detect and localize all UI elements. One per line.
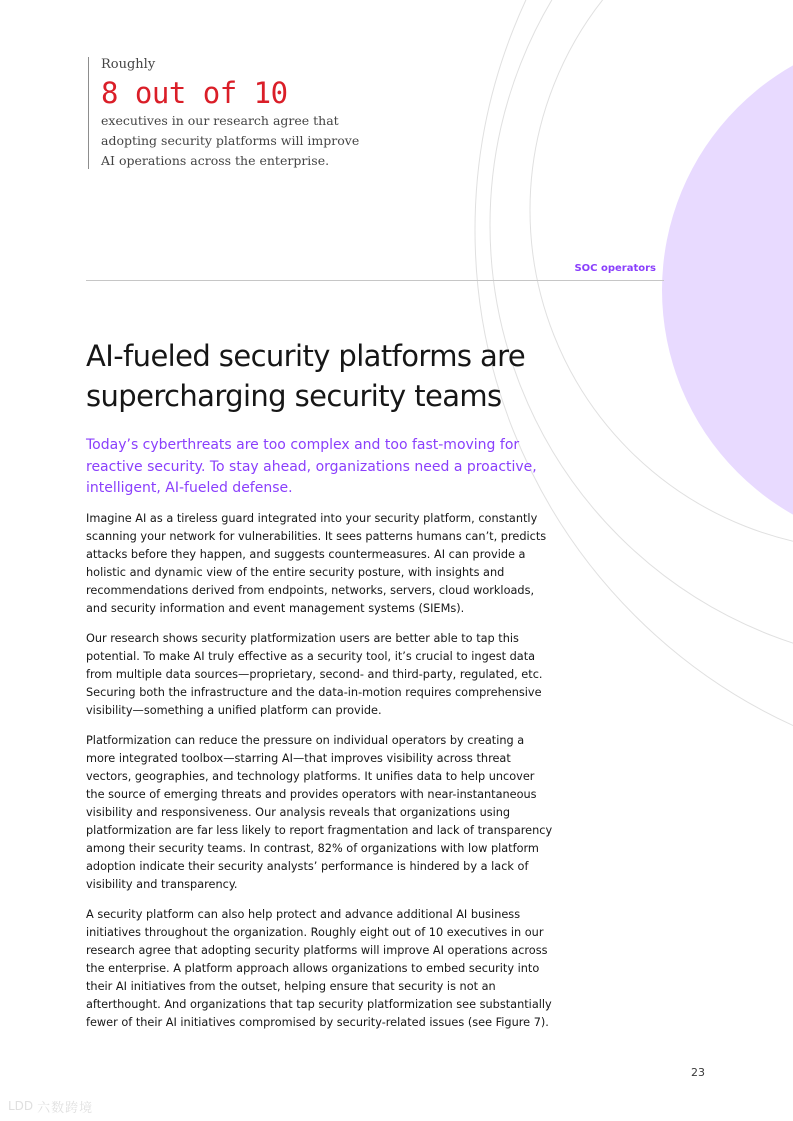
- watermark: [8, 1096, 93, 1116]
- body-paragraph: A security platform can also help protect and advance additional AI business initiatives throughout the organization. Roughly eight out of 10 executives in our research agree that adopting security platforms will improve AI operations across the enterprise. A platform approach allows organizations to embed security into their AI initiatives from the outset, helping ensure that security is not an afterthought. And organizations that tap security platformization see substantially fewer of their AI initiatives compromised by security-related issues (see Figure 7).: [86, 908, 552, 1029]
- watermark-logo-icon: LDD: [8, 1099, 34, 1113]
- stat-figure: 8 out of 10: [101, 76, 288, 110]
- page-title: AI-fueled security platforms are supercharging security teams: [86, 339, 526, 413]
- body-paragraph: Imagine AI as a tireless guard integrated into your security platform, constantly scanning your network for vulnerabilities. It sees patterns humans can’t, predicts attacks before they happen, and suggests countermeasures. AI can provide a holistic and dynamic view of the entire security posture, with insights and recommendations derived from endpoints, networks, servers, cloud workloads, and security information and event management systems (SIEMs).: [86, 512, 547, 615]
- section-label: SOC operators: [574, 263, 656, 274]
- lilac-circle: [662, 32, 793, 548]
- stat-description: executives in our research agree that adopting security platforms will improve AI operations across the enterprise.: [101, 113, 360, 168]
- body-paragraph: Our research shows security platformization users are better able to tap this potential. To make AI truly effective as a security tool, it’s crucial to ingest data from multiple data sources—proprietary, second- and third-party, regulated, etc. Securing both the infrastructure and the data-in-motion requires comprehensive visibility—something a unified platform can provide.: [86, 632, 543, 717]
- stat-prefix: Roughly: [101, 57, 156, 72]
- section-divider: [86, 280, 664, 281]
- body-paragraph: Platformization can reduce the pressure on individual operators by creating a more integrated toolbox—starring AI—that improves visibility across threat vectors, geographies, and technology platforms. It unifies data to help uncover the source of emerging threats and provides operators with near-instantaneous visibility and responsiveness. Our analysis reveals that organizations using platformization are far less likely to report fragmentation and lack of transparency among their security teams. In contrast, 82% of organizations with low platform adoption indicate their security analysts’ performance is hindered by a lack of visibility and transparency.: [86, 734, 553, 891]
- page-number: 23: [691, 1066, 705, 1079]
- body-text: [86, 510, 556, 1044]
- stat-callout: [88, 57, 388, 169]
- watermark-text: 六数跨境: [37, 1100, 94, 1116]
- intro-paragraph: Today’s cyberthreats are too complex and too fast-moving for reactive security. To stay ahead, organizations need a proactive, intelligent, AI-fueled defense.: [86, 437, 537, 496]
